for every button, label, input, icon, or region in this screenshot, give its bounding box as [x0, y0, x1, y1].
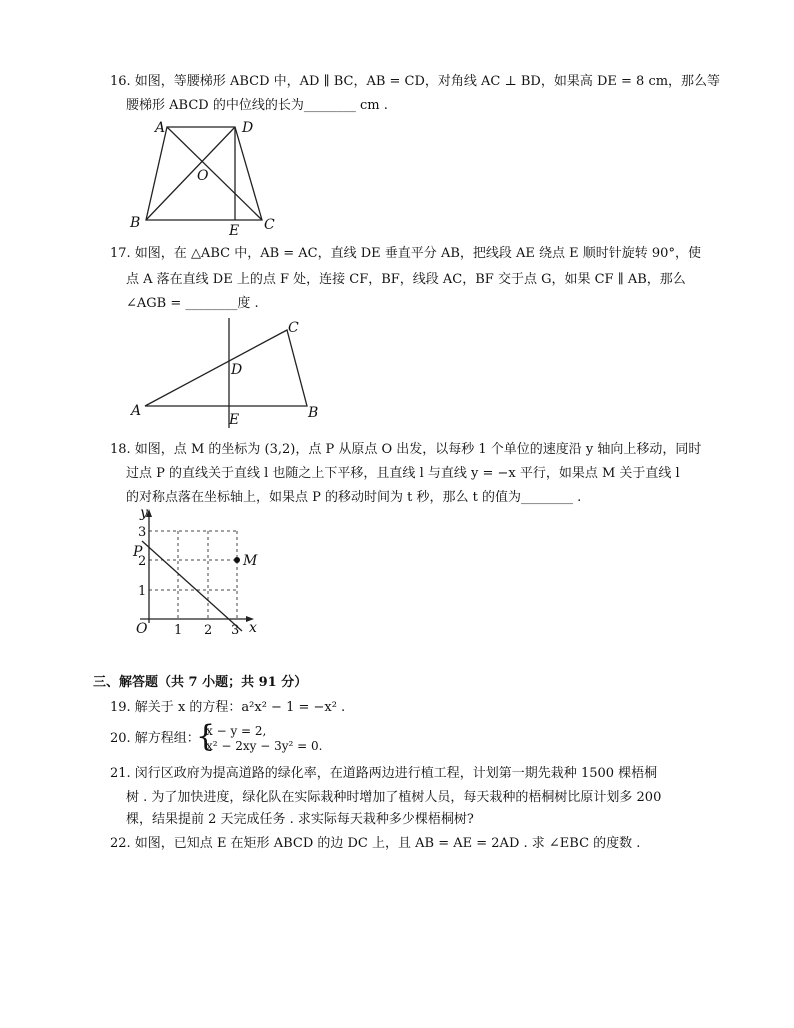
- q18-line-1: 18. 如图，点 M 的坐标为 (3,2)，点 P 从原点 O 出发，以每秒 1 个单位的速度沿 y 轴向上移动，同时: [110, 442, 702, 457]
- grid-lines: [149, 531, 237, 619]
- q19-text: 19. 解关于 x 的方程：a²x² − 1 = −x² .: [110, 700, 346, 715]
- section-3-title: 三、解答题（共 7 小题；共 91 分）: [93, 675, 308, 690]
- q17-line-3: ∠AGB = ________度 .: [126, 296, 259, 311]
- q16-line-2: 腰梯形 ABCD 的中位线的长为________ cm .: [126, 98, 388, 113]
- label-a: A: [131, 403, 142, 419]
- q20-brace: {: [196, 719, 216, 754]
- tick-y-3: 3: [138, 525, 147, 540]
- q21-line-2: 树 . 为了加快进度，绿化队在实际栽种时增加了植树人员，每天栽种的梧桐树比原计划多 200: [126, 790, 662, 805]
- q20-prefix: 20. 解方程组：: [110, 731, 200, 746]
- axis-label-x: x: [249, 620, 257, 636]
- label-e: E: [229, 412, 240, 428]
- diagonal-bd: [146, 127, 235, 220]
- label-p: P: [133, 544, 143, 560]
- q16-line-1: 16. 如图，等腰梯形 ABCD 中，AD ∥ BC，AB = CD，对角线 AC ⊥ BD，如果高 DE = 8 cm，那么等: [110, 74, 721, 89]
- q17-line-1: 17. 如图，在 △ABC 中，AB = AC，直线 DE 垂直平分 AB，把线段 AE 绕点 E 顺时针旋转 90°，使: [110, 246, 701, 261]
- tick-y-2: 2: [138, 554, 147, 569]
- label-m: M: [243, 553, 258, 569]
- q22-text: 22. 如图，已知点 E 在矩形 ABCD 的边 DC 上，且 AB = AE = 2AD . 求 ∠EBC 的度数 .: [110, 836, 641, 851]
- q20-equation-1: x − y = 2,: [206, 724, 267, 738]
- label-c: C: [264, 217, 275, 233]
- label-d: D: [242, 120, 254, 136]
- label-d: D: [231, 362, 243, 378]
- tick-x-1: 1: [174, 623, 183, 638]
- q21-line-1: 21. 闵行区政府为提高道路的绿化率，在道路两边进行植工程，计划第一期先栽种 1500 棵梧桐: [110, 766, 658, 781]
- tick-x-3: 3: [231, 623, 240, 638]
- q21-line-3: 棵，结果提前 2 天完成任务 . 求实际每天栽种多少棵梧桐树?: [126, 812, 474, 827]
- q17-triangle-figure: [125, 312, 335, 432]
- point-m: [234, 557, 240, 563]
- label-a: A: [155, 120, 166, 136]
- q18-line-3: 的对称点落在坐标轴上，如果点 P 的移动时间为 t 秒，那么 t 的值为________ .: [126, 490, 582, 505]
- q18-coordinate-figure: [130, 505, 270, 640]
- q20-equation-2: x² − 2xy − 3y² = 0.: [206, 739, 323, 753]
- line-l: [142, 541, 242, 631]
- q16-trapezoid-figure: [125, 115, 285, 245]
- label-c: C: [288, 320, 299, 336]
- axis-label-y: y: [140, 505, 148, 521]
- tick-x-2: 2: [204, 623, 213, 638]
- q17-line-2: 点 A 落在直线 DE 上的点 F 处，连接 CF，BF，线段 AC，BF 交于点 G，如果 CF ∥ AB，那么: [126, 272, 686, 287]
- label-e: E: [229, 223, 240, 239]
- diagonal-ac: [167, 127, 262, 220]
- triangle-abc: [145, 330, 307, 406]
- label-b: B: [308, 405, 319, 421]
- q18-line-2: 过点 P 的直线关于直线 l 也随之上下平移，且直线 l 与直线 y = −x 平行，如果点 M 关于直线 l: [126, 466, 680, 481]
- label-o: O: [136, 621, 148, 637]
- tick-y-1: 1: [138, 584, 147, 599]
- label-o: O: [197, 168, 209, 184]
- label-b: B: [130, 215, 141, 231]
